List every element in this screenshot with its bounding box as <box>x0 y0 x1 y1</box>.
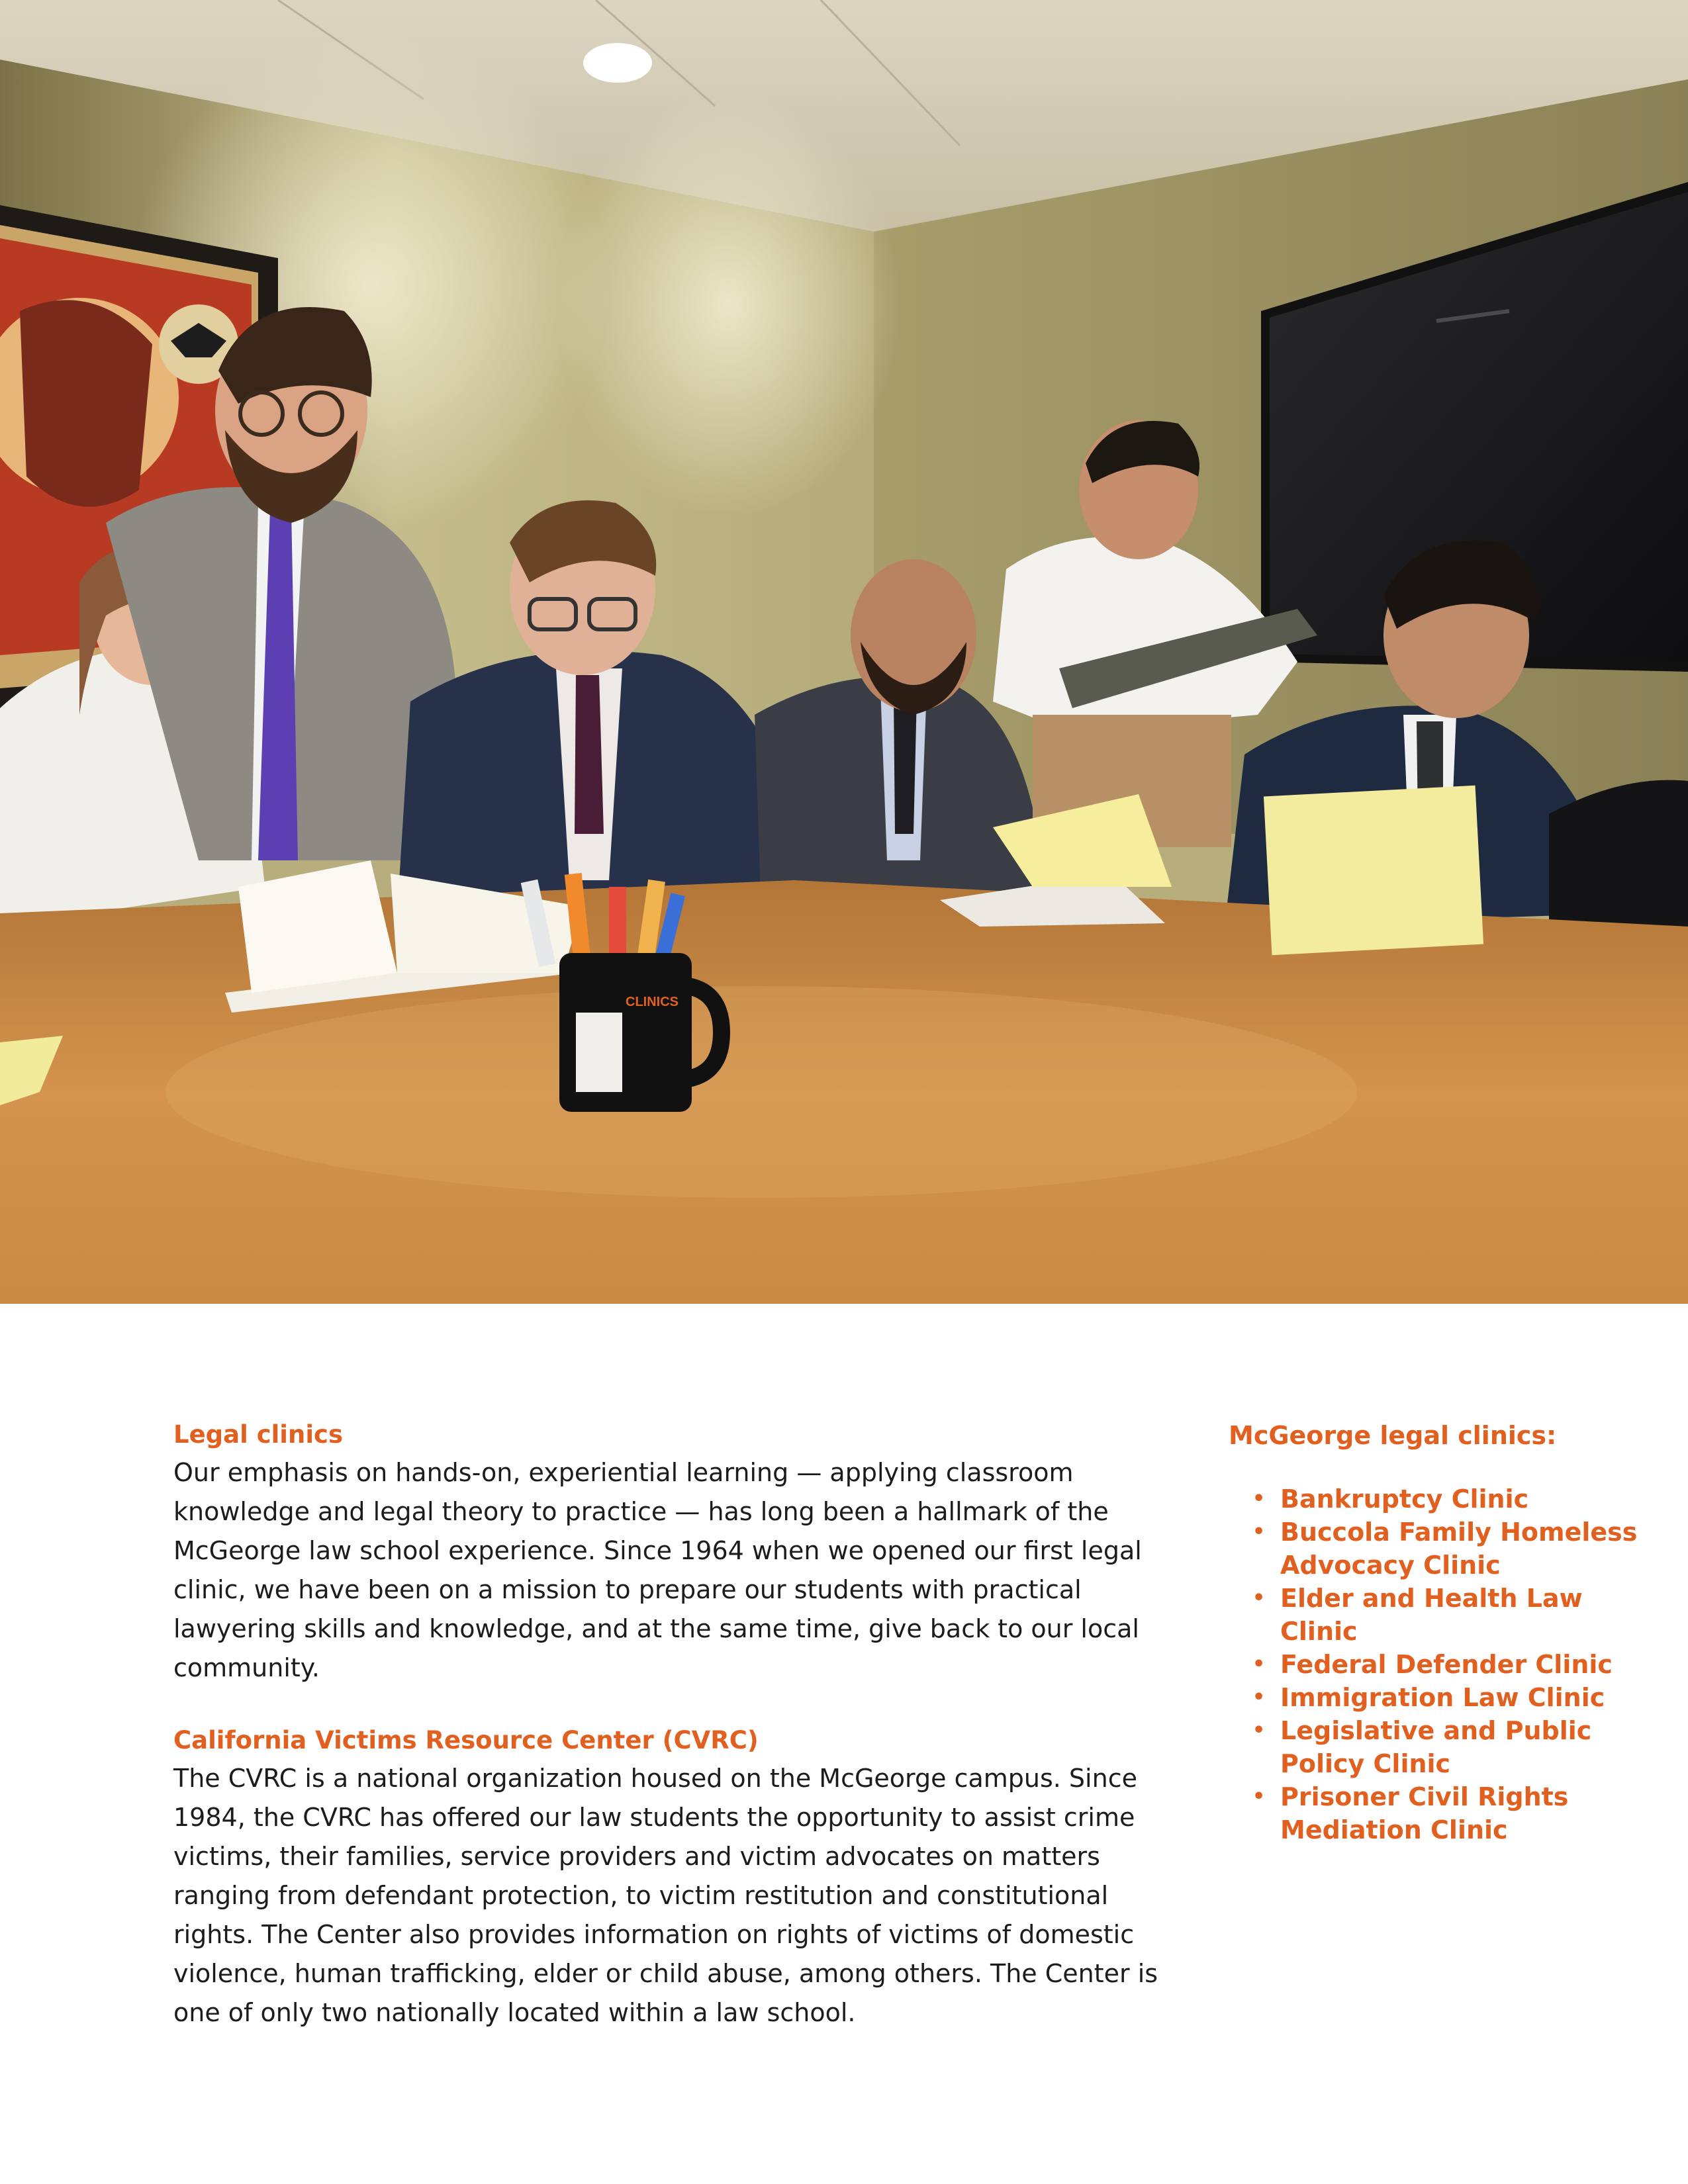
clinic-name: Immigration Law Clinic <box>1280 1683 1605 1712</box>
clinic-list-item <box>1229 1681 1652 1714</box>
bullet-icon: • <box>1252 1686 1266 1709</box>
cvrc-section <box>173 1722 1166 2032</box>
clinic-list-item <box>1229 1516 1652 1582</box>
bullet-icon: • <box>1252 1520 1266 1543</box>
bullet-icon: • <box>1252 1719 1266 1742</box>
legal-pad-right-icon <box>1264 786 1483 955</box>
clinic-list-item <box>1229 1780 1652 1846</box>
clinic-name: Prisoner Civil Rights Mediation Clinic <box>1280 1782 1569 1844</box>
clinic-list-item <box>1229 1648 1652 1681</box>
clinic-name: Elder and Health Law Clinic <box>1280 1584 1583 1646</box>
cvrc-heading: California Victims Resource Center (CVRC) <box>173 1726 759 1754</box>
clinic-name: Bankruptcy Clinic <box>1280 1484 1529 1514</box>
clinic-name: Legislative and Public Policy Clinic <box>1280 1716 1592 1778</box>
legal-clinics-section <box>173 1416 1166 1688</box>
legal-clinics-heading: Legal clinics <box>173 1420 343 1449</box>
cvrc-body: The CVRC is a national organization housed on the McGeorge campus. Since 1984, the CVRC has offered our law students the opportunity to assist crime victims, their families, service providers and victim advocates on matters ranging from defendant protection, to victim restitution and constitutional rights. The Center also provides information on rights of victims of domestic violence, human trafficking, elder or child abuse, among others. The Center is one of only two nationally located within a law school. <box>173 1764 1158 2027</box>
clinic-name: Buccola Family Homeless Advocacy Clinic <box>1280 1518 1638 1580</box>
mug-lettering: CLINICS <box>626 995 679 1009</box>
clinics-sidebar <box>1229 1416 1652 1846</box>
ceiling-light-icon <box>583 43 652 83</box>
legal-clinics-body: Our emphasis on hands-on, experiential learning — applying classroom knowledge and legal theory to practice — has long been a hallmark of the McGeorge law school experience. Since 1964 when we opened our first legal clinic, we have been on a mission to prepare our students with practical lawyering skills and knowledge, and at the same time, give back to our local community. <box>173 1458 1142 1682</box>
main-column <box>173 1416 1166 2032</box>
clinic-name: Federal Defender Clinic <box>1280 1650 1613 1679</box>
bullet-icon: • <box>1252 1487 1266 1510</box>
sidebar-title: McGeorge legal clinics: <box>1229 1421 1557 1450</box>
clinic-list-item <box>1229 1482 1652 1516</box>
clinic-list-item <box>1229 1714 1652 1780</box>
clinic-list-item <box>1229 1582 1652 1648</box>
bullet-icon: • <box>1252 1785 1266 1808</box>
bullet-icon: • <box>1252 1653 1266 1676</box>
bullet-icon: • <box>1252 1586 1266 1610</box>
clinic-list <box>1229 1482 1652 1846</box>
scales-emblem-icon <box>576 1013 622 1092</box>
